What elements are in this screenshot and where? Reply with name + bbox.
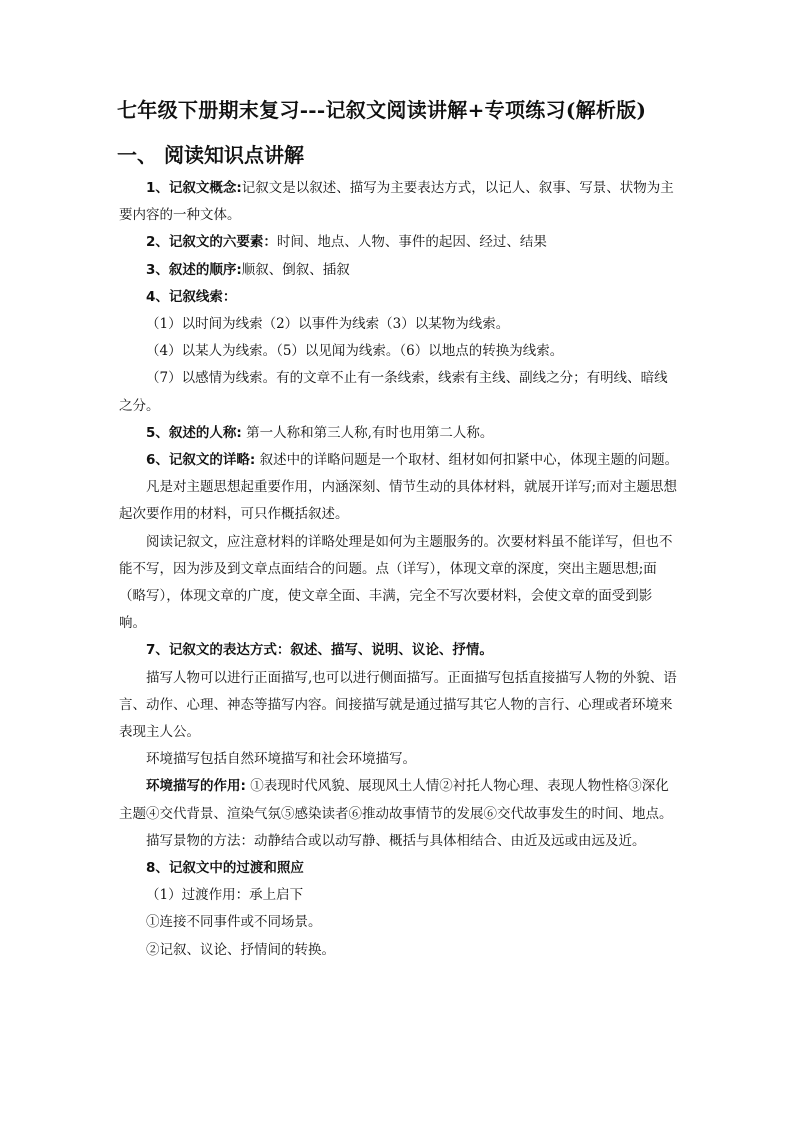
item-label: 4、记叙线索： [146, 288, 237, 305]
transition-line-1: （1）过渡作用：承上启下 [146, 887, 304, 904]
item-label: 6、记叙文的详略: [146, 452, 256, 469]
paragraph-6a: 凡是对主题思想起重要作用，内涵深刻、情节生动的具体材料，就展开详写;而对主题思想起次要作用的材料，可只作概括叙述。 [119, 479, 678, 523]
paragraph-1 [119, 175, 679, 229]
item-text: 时间、地点、人物、事件的起因、经过、结果 [276, 234, 547, 251]
item-text: ①表现时代风貌、展现风土人情②衬托人物心理、表现人物性格③深化主题④交代背景、渲染气氛⑤感染读者⑥推动故事情节的发展⑥交代故事发生的时间、地点。 [119, 778, 673, 822]
item-label: 8、记叙文中的过渡和照应 [146, 860, 304, 877]
item-label: 3、叙述的顺序: [146, 261, 242, 278]
paragraph-5 [119, 420, 679, 447]
item-text: 记叙文是以叙述、描写为主要表达方式，以记人、叙事、写景、状物为主要内容的一种文体。 [119, 180, 674, 224]
item-label: 2、记叙文的六要素： [146, 234, 277, 251]
section-heading: 一、 阅读知识点讲解 [117, 143, 304, 167]
item-label: 1、记叙文概念: [146, 180, 242, 196]
clue-line-2: （4）以某人为线索。（5）以见闻为线索。（6）以地点的转换为线索。 [146, 343, 564, 360]
paragraph-6b: 阅读记叙文，应注意材料的详略处理是如何为主题服务的。次要材料虽不能详写，但也不能不写，因为涉及到文章点面结合的问题。点（详写），体现文章的深度，突出主题思想;面（略写），体现文章的广度，使文章全面、丰满，完全不写次要材料，会使文章的面受到影响。 [119, 533, 673, 632]
clue-line-1: （1）以时间为线索（2）以事件为线索（3）以某物为线索。 [146, 316, 510, 333]
item-label: 7、记叙文的表达方式：叙述、描写、说明、议论、抒情。 [146, 642, 493, 659]
document-title: 七年级下册期末复习---记叙文阅读讲解+专项练习(解析版) [117, 98, 647, 122]
paragraph-7b: 环境描写包括自然环境描写和社会环境描写。 [146, 751, 416, 768]
item-label: 环境描写的作用: [146, 778, 246, 795]
transition-line-3: ②记叙、议论、抒情间的转换。 [146, 941, 335, 958]
paragraph-3 [119, 257, 679, 284]
paragraph-7a: 描写人物可以进行正面描写,也可以进行侧面描写。正面描写包括直接描写人物的外貌、语言、动作、心理、神态等描写内容。间接描写就是通过描写其它人物的言行、心理或者环境来表现主人公。 [119, 669, 677, 741]
paragraph-7c [119, 773, 679, 827]
transition-line-2: ①连接不同事件或不同场景。 [146, 914, 322, 931]
paragraph-8 [119, 855, 679, 882]
paragraph-7 [119, 637, 679, 664]
item-text: 叙述中的详略问题是一个取材、组材如何扣紧中心，体现主题的问题。 [255, 452, 679, 469]
item-text: 顺叙、倒叙、插叙 [241, 261, 350, 278]
paragraph-4 [119, 284, 679, 311]
item-text: 第一人称和第三人称,有时也用第二人称。 [241, 424, 494, 441]
paragraph-2 [119, 229, 679, 256]
clue-line-3: （7）以感情为线索。有的文章不止有一条线索，线索有主线、副线之分；有明线、暗线之分。 [119, 370, 668, 414]
item-label: 5、叙述的人称: [146, 424, 242, 441]
paragraph-7d: 描写景物的方法：动静结合或以动写静、概括与具体相结合、由近及远或由远及近。 [146, 832, 646, 849]
paragraph-6 [119, 447, 679, 474]
document-body [119, 175, 679, 964]
